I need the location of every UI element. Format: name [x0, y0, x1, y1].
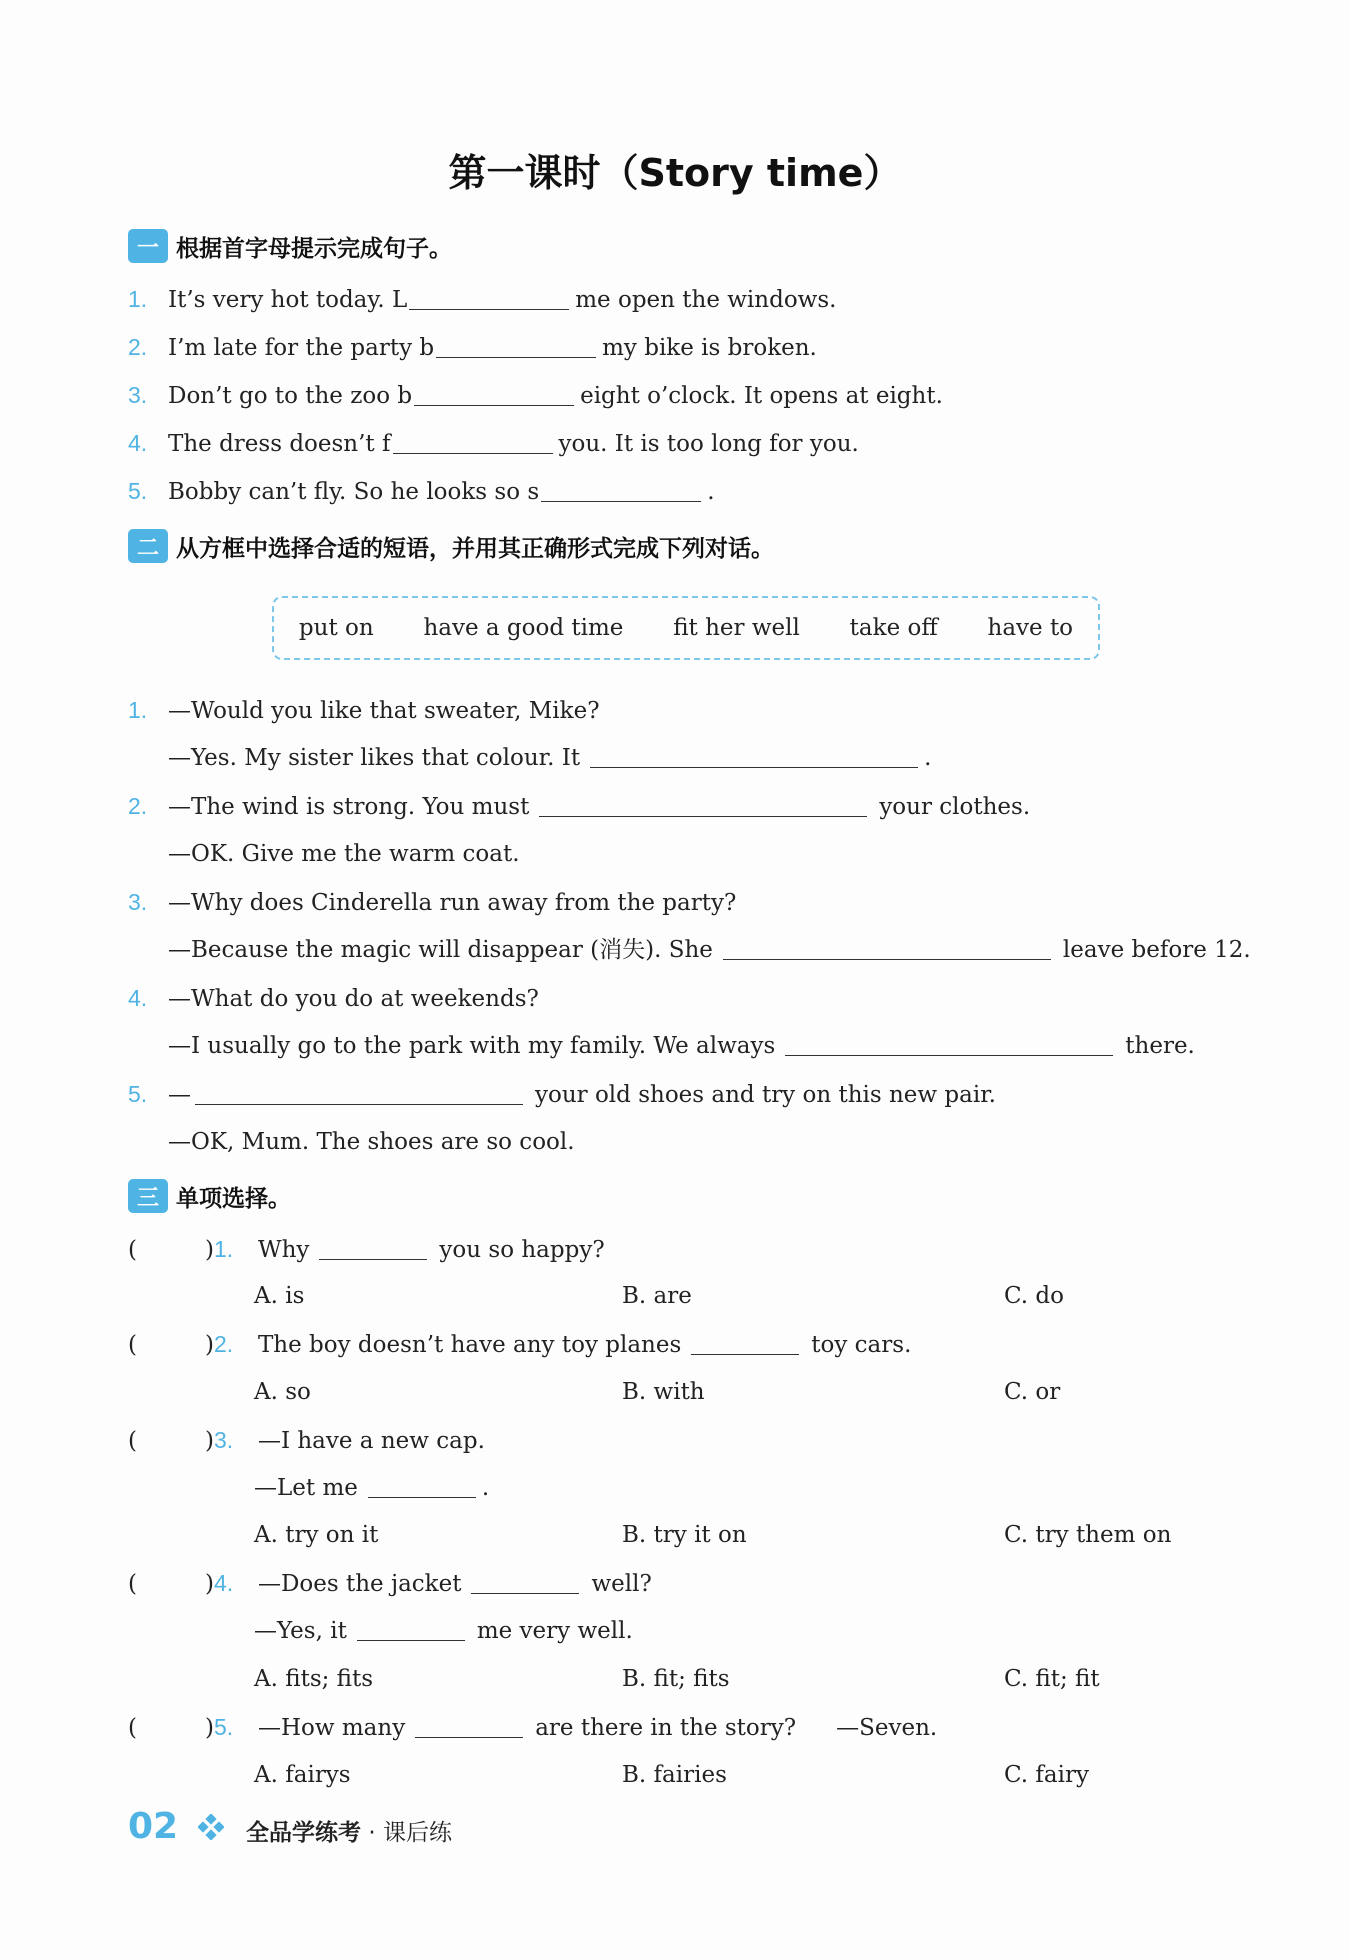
- s1-item: [128, 427, 859, 459]
- stem-text: you so happy?: [439, 1237, 605, 1263]
- dialog-text: your clothes.: [879, 794, 1031, 820]
- answer-blank[interactable]: [409, 285, 569, 310]
- page-number: 02: [128, 1806, 179, 1847]
- answer-paren-open: (: [128, 1428, 137, 1454]
- answer-paren-close: ): [204, 1428, 214, 1454]
- answer-blank[interactable]: [415, 1713, 523, 1738]
- item-text: The dress doesn’t f: [168, 431, 391, 457]
- s1-item: [128, 331, 817, 363]
- answer-blank[interactable]: [357, 1616, 465, 1641]
- question-stem: [128, 1233, 605, 1265]
- item-num: 1.: [128, 697, 148, 723]
- item-text: .: [707, 479, 715, 505]
- answer-paren-open: (: [128, 1571, 137, 1597]
- item-num: 4.: [128, 985, 148, 1011]
- question-stem-2: [254, 1472, 489, 1504]
- dialog-text: —The wind is strong. You must: [168, 794, 530, 820]
- word-option: fit her well: [673, 615, 800, 641]
- dialog-text: leave before 12.: [1062, 937, 1251, 963]
- section-2-heading: [128, 528, 774, 564]
- option-c[interactable]: C. fairy: [1004, 1762, 1089, 1788]
- option-b[interactable]: B. are: [622, 1283, 692, 1309]
- stem-text: —Does the jacket: [257, 1571, 462, 1597]
- item-num: 5.: [128, 1081, 148, 1107]
- answer-blank[interactable]: [539, 792, 867, 817]
- brand-sub: 课后练: [382, 1820, 452, 1846]
- dialog-line: [128, 1126, 575, 1158]
- item-num: 2.: [128, 334, 148, 360]
- item-text: me open the windows.: [575, 287, 837, 313]
- answer-paren-open: (: [128, 1237, 137, 1263]
- stem-text: —Yes, it: [254, 1618, 347, 1644]
- item-num: 3.: [128, 889, 148, 915]
- dialog-text: your old shoes and try on this new pair.: [535, 1082, 996, 1108]
- answer-paren-close: ): [204, 1332, 214, 1358]
- item-text: Don’t go to the zoo b: [168, 383, 413, 409]
- option-c[interactable]: C. try them on: [1004, 1522, 1172, 1548]
- page-title: 第一课时（Story time）: [448, 151, 902, 195]
- item-num: 2.: [128, 793, 148, 819]
- question-num: 3.: [213, 1427, 234, 1453]
- item-text: my bike is broken.: [602, 335, 817, 361]
- dialog-line: [128, 886, 736, 918]
- question-num: 5.: [213, 1714, 234, 1740]
- option-a[interactable]: A. so: [254, 1379, 311, 1405]
- item-num: 1.: [128, 286, 148, 312]
- answer-paren-open: (: [128, 1715, 137, 1741]
- word-option: have to: [987, 615, 1074, 641]
- answer-blank[interactable]: [319, 1235, 427, 1260]
- answer-blank[interactable]: [414, 381, 574, 406]
- section-title: 根据首字母提示完成句子。: [176, 235, 452, 262]
- question-stem: [128, 1567, 652, 1599]
- dialog-text: —OK, Mum. The shoes are so cool.: [168, 1129, 575, 1155]
- item-num: 5.: [128, 478, 148, 504]
- word-option: put on: [298, 615, 374, 641]
- stem-text: are there in the story?: [535, 1715, 797, 1741]
- answer-paren-close: ): [204, 1571, 214, 1597]
- dialog-line: [128, 982, 539, 1014]
- option-b[interactable]: B. with: [622, 1379, 705, 1405]
- item-text: you. It is too long for you.: [558, 431, 859, 457]
- answer-blank[interactable]: [723, 935, 1051, 960]
- dialog-text: —What do you do at weekends?: [168, 986, 539, 1012]
- dialog-line: [128, 1078, 996, 1110]
- section-badge: 二: [128, 529, 168, 563]
- dialog-text: there.: [1125, 1033, 1195, 1059]
- dialog-text: —Why does Cinderella run away from the party?: [168, 890, 737, 916]
- option-b[interactable]: B. try it on: [622, 1522, 747, 1548]
- stem-text: —Let me: [254, 1475, 358, 1501]
- stem-text: Why: [257, 1237, 310, 1263]
- dialog-line: [128, 742, 931, 774]
- answer-blank[interactable]: [471, 1569, 579, 1594]
- item-num: 3.: [128, 382, 148, 408]
- option-a[interactable]: A. try on it: [254, 1522, 379, 1548]
- answer-blank[interactable]: [691, 1330, 799, 1355]
- answer-paren-close: ): [204, 1715, 214, 1741]
- question-stem: [128, 1424, 485, 1456]
- option-a[interactable]: A. fairys: [254, 1762, 351, 1788]
- dialog-line: [128, 694, 600, 726]
- answer-blank[interactable]: [195, 1080, 523, 1105]
- answer-blank[interactable]: [393, 429, 553, 454]
- section-badge: 三: [128, 1179, 168, 1213]
- word-box: [272, 596, 1100, 660]
- dialog-line: [128, 838, 520, 870]
- brand-separator: ·: [368, 1820, 376, 1846]
- option-c[interactable]: C. fit; fit: [1004, 1666, 1100, 1692]
- s1-item: [128, 475, 715, 507]
- item-num: 4.: [128, 430, 148, 456]
- option-c[interactable]: C. do: [1004, 1283, 1064, 1309]
- question-stem-2: [254, 1615, 633, 1647]
- answer-blank[interactable]: [368, 1473, 476, 1498]
- section-3-heading: [128, 1178, 291, 1214]
- dialog-text: —Yes. My sister likes that colour. It: [168, 745, 581, 771]
- s1-item: [128, 379, 943, 411]
- dialog-line: [128, 1030, 1195, 1062]
- stem-text: me very well.: [476, 1618, 633, 1644]
- s1-item: [128, 283, 836, 315]
- diamond-icon: [198, 1814, 224, 1840]
- dialog-line: [128, 934, 1251, 966]
- word-option: have a good time: [423, 615, 624, 641]
- dialog-text: —: [168, 1082, 191, 1108]
- word-option: take off: [849, 615, 938, 641]
- stem-text: .: [481, 1475, 490, 1501]
- question-stem: [128, 1711, 937, 1743]
- brand-name: 全品学练考: [246, 1820, 361, 1846]
- stem-text: The boy doesn’t have any toy planes: [257, 1332, 682, 1358]
- question-num: 4.: [213, 1570, 234, 1596]
- question-num: 1.: [213, 1236, 234, 1262]
- dialog-line: [128, 790, 1030, 822]
- dialog-text: —I usually go to the park with my family. We always: [168, 1033, 776, 1059]
- item-text: Bobby can’t fly. So he looks so s: [168, 479, 540, 505]
- stem-text: toy cars.: [811, 1332, 912, 1358]
- stem-text: —How many: [257, 1715, 406, 1741]
- answer-blank[interactable]: [785, 1031, 1113, 1056]
- section-title: 单项选择。: [176, 1185, 291, 1212]
- question-stem: [128, 1328, 911, 1360]
- section-badge: 一: [128, 229, 168, 263]
- section-1-heading: [128, 228, 452, 264]
- option-c[interactable]: C. or: [1004, 1379, 1061, 1405]
- answer-blank[interactable]: [541, 477, 701, 502]
- option-a[interactable]: A. fits; fits: [254, 1666, 374, 1692]
- dialog-text: .: [924, 745, 932, 771]
- option-a[interactable]: A. is: [254, 1283, 305, 1309]
- item-text: I’m late for the party b: [168, 335, 435, 361]
- answer-paren-close: ): [204, 1237, 214, 1263]
- answer-paren-open: (: [128, 1332, 137, 1358]
- dialog-text: —OK. Give me the warm coat.: [168, 841, 520, 867]
- footer-brand: [246, 1814, 452, 1847]
- dialog-text: —Because the magic will disappear (消失). She: [168, 937, 713, 963]
- option-b[interactable]: B. fit; fits: [622, 1666, 730, 1692]
- stem-text: —I have a new cap.: [257, 1428, 485, 1454]
- option-b[interactable]: B. fairies: [622, 1762, 727, 1788]
- item-text: It’s very hot today. L: [168, 287, 408, 313]
- item-text: eight o’clock. It opens at eight.: [580, 383, 943, 409]
- stem-text: —Seven.: [836, 1715, 938, 1741]
- dialog-text: —Would you like that sweater, Mike?: [168, 698, 600, 724]
- stem-text: well?: [591, 1571, 652, 1597]
- question-num: 2.: [213, 1331, 234, 1357]
- answer-blank[interactable]: [436, 333, 596, 358]
- answer-blank[interactable]: [590, 743, 918, 768]
- section-title: 从方框中选择合适的短语，并用其正确形式完成下列对话。: [176, 535, 774, 562]
